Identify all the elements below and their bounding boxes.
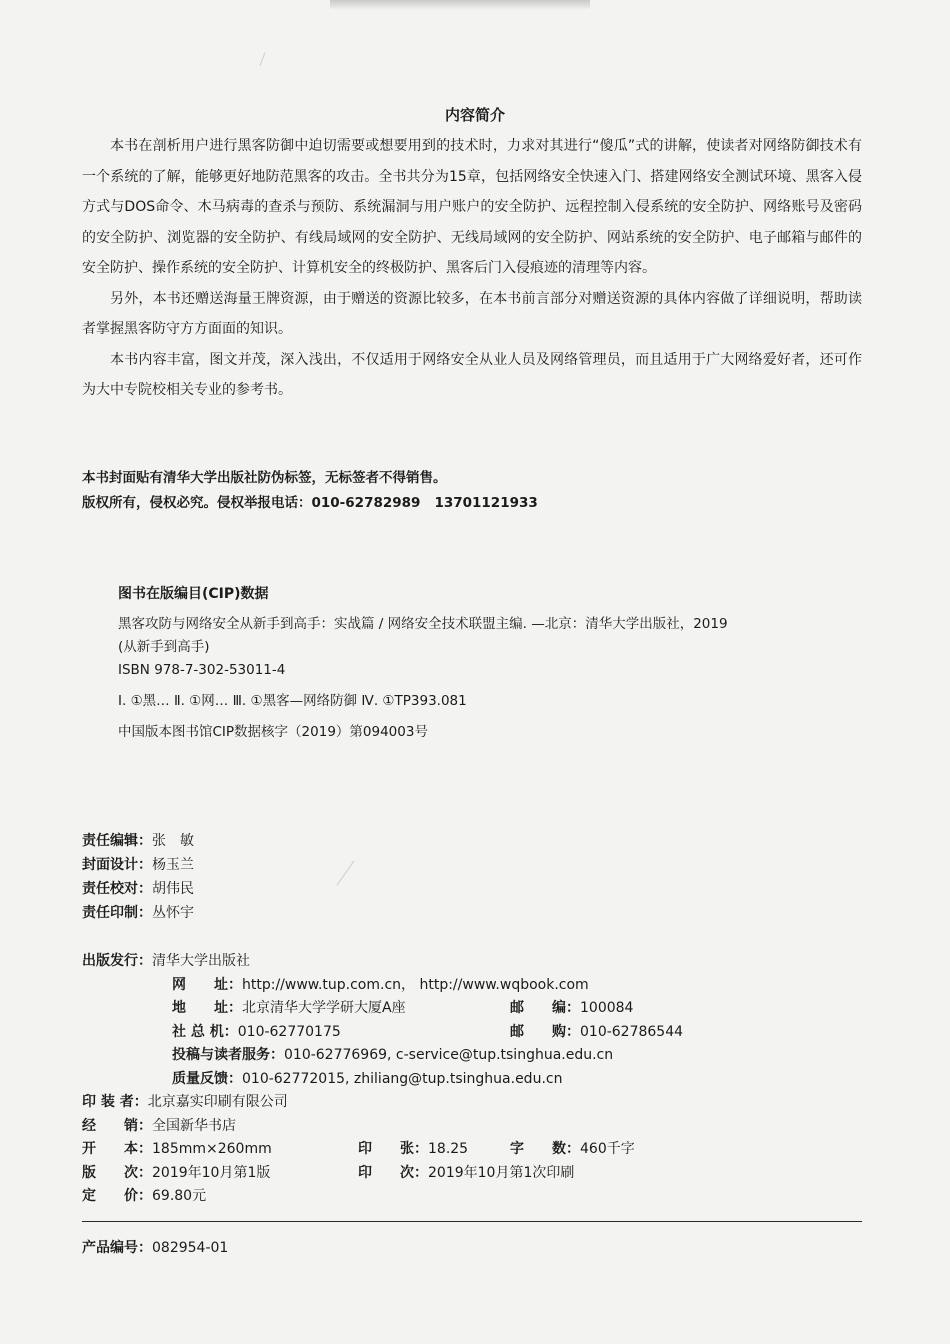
copyright-notice bbox=[82, 466, 538, 516]
distributor-value: 全国新华书店 bbox=[152, 1117, 236, 1134]
publisher-name: 清华大学出版社 bbox=[152, 953, 250, 969]
rights-notice bbox=[82, 491, 538, 516]
format-value: 185mm×260mm bbox=[152, 1141, 272, 1157]
impression-value: 2019年10月第1次印刷 bbox=[428, 1164, 575, 1181]
cip-series: (从新手到高手) bbox=[118, 639, 210, 655]
intro-paragraph: 本书内容丰富，图文并茂，深入浅出，不仅适用于网络安全从业人员及网络管理员，而且适用于广大网络爱好者，还可作为大中专院校相关专业的参考书。 bbox=[82, 351, 862, 398]
cip-isbn: ISBN 978-7-302-53011-4 bbox=[118, 662, 286, 678]
cip-title: 图书在版编目(CIP)数据 bbox=[118, 586, 269, 602]
staff-label: 封面设计： bbox=[82, 857, 152, 873]
product-number-value: 082954-01 bbox=[152, 1240, 229, 1256]
impression-label: 印 次： bbox=[358, 1164, 428, 1181]
address-value: 北京清华大学学研大厦A座 bbox=[242, 1000, 406, 1016]
staff-value: 丛怀宇 bbox=[152, 905, 194, 921]
anti-counterfeit-notice: 本书封面贴有清华大学出版社防伪标签，无标签者不得销售。 bbox=[82, 470, 447, 486]
cip-block bbox=[118, 583, 878, 744]
product-number bbox=[82, 1237, 228, 1257]
cip-record: 黑客攻防与网络安全从新手到高手：实战篇 / 网络安全技术联盟主编. —北京：清华大学出版社，2019 bbox=[118, 616, 728, 632]
intro-paragraph: 本书在剖析用户进行黑客防御中迫切需要或想要用到的技术时，力求对其进行“傻瓜”式的讲解，使读者对网络防御技术有一个系统的了解，能够更好地防范黑客的攻击。全书共分为15章，包括网络安全快速入门、搭建网络安全测试环境、黑客入侵方式与DOS命令、木马病毒的查杀与预防、系统漏洞与用户账户的安全防护、远程控制入侵系统的安全防护、网络账号及密码的安全防护、浏览器的安全防护、有线局域网的安全防护、无线局域网的安全防护、网站系统的安全防护、电子邮箱与邮件的安全防护、操作系统的安全防护、计算机安全的终极防护、黑客后门入侵痕迹的清理等内容。 bbox=[82, 138, 862, 276]
switchboard-value: 010-62770175 bbox=[237, 1023, 341, 1040]
switchboard-label: 社 总 机： bbox=[172, 1023, 238, 1040]
cip-number: 中国版本图书馆CIP数据核字（2019）第094003号 bbox=[118, 724, 428, 740]
format-row bbox=[82, 1138, 862, 1162]
scan-mark bbox=[336, 860, 354, 885]
publisher-row bbox=[82, 950, 862, 974]
divider-line bbox=[82, 1221, 862, 1222]
staff-row bbox=[82, 877, 194, 901]
mail-order-value: 010-62786544 bbox=[580, 1023, 684, 1040]
staff-row bbox=[82, 853, 194, 877]
website-value: http://www.tup.com.cn， http://www.wqbook.com bbox=[242, 976, 589, 993]
staff-label: 责任编辑： bbox=[82, 833, 152, 849]
service-value: 010-62776969, c-service@tup.tsinghua.edu.cn bbox=[284, 1047, 614, 1063]
printer-label: 印 装 者： bbox=[82, 1094, 148, 1110]
zip-label: 邮 编： bbox=[510, 1000, 580, 1016]
service-row bbox=[82, 1044, 862, 1068]
report-phone: 13701121933 bbox=[434, 495, 538, 511]
staff-label: 责任校对： bbox=[82, 881, 152, 897]
printer-value: 北京嘉实印刷有限公司 bbox=[147, 1094, 288, 1110]
price-value: 69.80元 bbox=[152, 1188, 207, 1204]
cip-classification: Ⅰ. ①黑… Ⅱ. ①网… Ⅲ. ①黑客—网络防御 Ⅳ. ①TP393.081 bbox=[118, 693, 467, 709]
staff-label: 责任印制： bbox=[82, 905, 152, 921]
scan-edge-shadow bbox=[330, 0, 590, 10]
price-row bbox=[82, 1185, 862, 1209]
publication-info bbox=[82, 950, 862, 1209]
address-row bbox=[82, 997, 862, 1021]
edition-value: 2019年10月第1版 bbox=[152, 1164, 271, 1181]
edition-row bbox=[82, 1162, 862, 1186]
website-row bbox=[82, 974, 862, 998]
word-count-label: 字 数： bbox=[510, 1141, 580, 1157]
staff-list bbox=[82, 829, 194, 925]
product-number-label: 产品编号： bbox=[82, 1240, 152, 1256]
staff-row bbox=[82, 901, 194, 925]
zip-value: 100084 bbox=[580, 1000, 634, 1016]
switchboard-row bbox=[82, 1021, 862, 1045]
sheets-label: 印 张： bbox=[358, 1141, 428, 1157]
distributor-label: 经 销： bbox=[82, 1117, 152, 1134]
mail-order-label: 邮 购： bbox=[510, 1023, 580, 1040]
feedback-value: 010-62772015, zhiliang@tup.tsinghua.edu.cn bbox=[242, 1070, 563, 1087]
service-label: 投稿与读者服务： bbox=[172, 1047, 284, 1063]
word-count-value: 460千字 bbox=[580, 1141, 635, 1157]
edition-label: 版 次： bbox=[82, 1164, 152, 1181]
intro-section bbox=[82, 131, 862, 406]
printer-row bbox=[82, 1091, 862, 1115]
page-title: 内容简介 bbox=[444, 106, 505, 124]
rights-text: 版权所有，侵权必究。侵权举报电话：010-62782989 bbox=[82, 495, 421, 511]
intro-paragraph: 另外，本书还赠送海量王牌资源，由于赠送的资源比较多，在本书前言部分对赠送资源的具体内容做了详细说明，帮助读者掌握黑客防守方方面面的知识。 bbox=[82, 290, 862, 337]
price-label: 定 价： bbox=[82, 1188, 152, 1204]
distributor-row bbox=[82, 1115, 862, 1139]
staff-value: 杨玉兰 bbox=[152, 857, 194, 873]
address-label: 地 址： bbox=[172, 1000, 242, 1016]
website-label: 网 址： bbox=[172, 976, 242, 993]
sheets-value: 18.25 bbox=[428, 1141, 469, 1157]
publisher-label: 出版发行： bbox=[82, 953, 152, 969]
feedback-label: 质量反馈： bbox=[172, 1070, 242, 1087]
staff-value: 胡伟民 bbox=[152, 881, 194, 897]
feedback-row bbox=[82, 1068, 862, 1092]
staff-row bbox=[82, 829, 194, 853]
format-label: 开 本： bbox=[82, 1141, 152, 1157]
scan-mark bbox=[260, 52, 266, 65]
staff-value: 张 敏 bbox=[152, 833, 194, 849]
